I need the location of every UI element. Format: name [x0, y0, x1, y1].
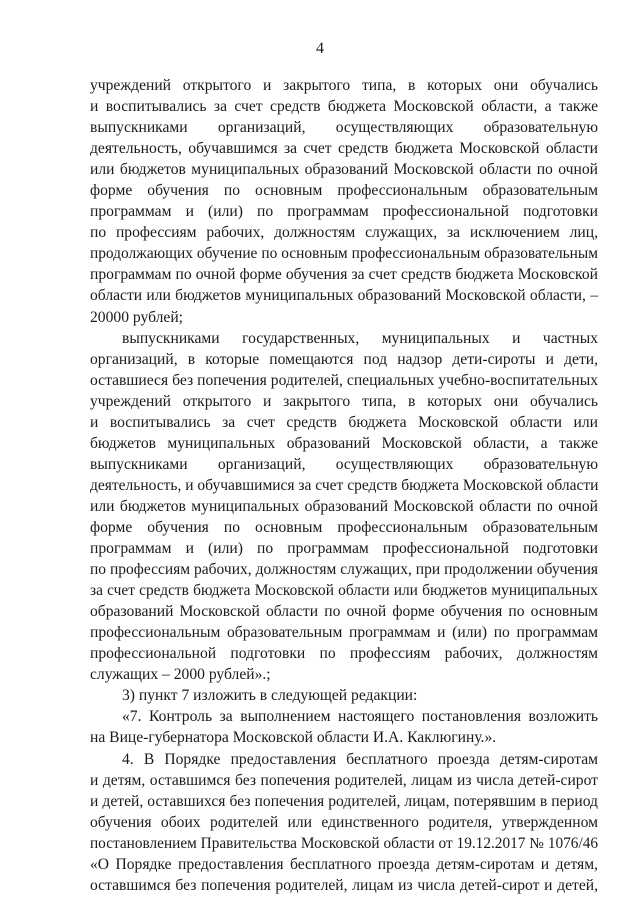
text-line: профессиональной подготовки по профессиям рабочих, должностям	[90, 645, 598, 663]
text-line: 20000 рублей;	[90, 308, 183, 326]
text-line: «7. Контроль за выполнением настоящего постановления возложить	[122, 708, 598, 726]
text-line: программам по очной форме обучения за счет средств бюджета Московской	[90, 266, 598, 284]
text-line: и детям, оставшимся без попечения родителей, лицам из числа детей-сирот	[90, 771, 598, 789]
text-line: программам и (или) по программам профессиональной подготовки	[90, 203, 598, 221]
text-line: продолжающих обучение по основным профессиональным образовательным	[90, 245, 598, 263]
text-line: и воспитывались за счет средств бюджета Московской области или	[90, 413, 598, 431]
page-number: 4	[316, 40, 324, 57]
text-line: бюджетов муниципальных образований Московской области, а также	[90, 434, 598, 452]
text-line: или бюджетов муниципальных образований Московской области по очной	[90, 161, 598, 179]
text-line: форме обучения по основным профессиональным образовательным	[90, 182, 598, 200]
text-line: учреждений открытого и закрытого типа, в которых они обучались	[90, 77, 598, 94]
text-line: форме обучения по основным профессиональным образовательным	[90, 518, 598, 536]
text-line: выпускниками государственных, муниципальных и частных	[122, 329, 598, 347]
text-line: по профессиям рабочих, должностям служащих, за исключением лиц,	[90, 224, 598, 242]
text-line: постановлением Правительства Московской области от 19.12.2017 № 1076/46	[90, 834, 598, 852]
text-line: оставшимся без попечения родителей, лицам из числа детей-сирот и детей,	[90, 876, 598, 894]
text-line: деятельность, и обучавшимися за счет средств бюджета Московской области	[90, 476, 599, 494]
text-line: за счет средств бюджета Московской области или бюджетов муниципальных	[90, 582, 598, 600]
text-line: выпускниками организаций, осуществляющих образовательную	[90, 455, 598, 473]
text-line: и воспитывались за счет средств бюджета Московской области, а также	[90, 98, 598, 116]
text-line: служащих – 2000 рублей».;	[90, 666, 271, 684]
text-line: по профессиям рабочих, должностям служащих, при продолжении обучения	[90, 561, 598, 579]
text-line: оставшиеся без попечения родителей, специальных учебно-воспитательных	[90, 371, 598, 389]
text-line: «О Порядке предоставления бесплатного проезда детям-сиротам и детям,	[90, 855, 598, 873]
text-line: деятельность, обучавшимся за счет средств бюджета Московской области	[90, 140, 598, 158]
text-line: 3) пункт 7 изложить в следующей редакции:	[122, 687, 418, 705]
text-line: учреждений открытого и закрытого типа, в которых они обучались	[90, 392, 598, 410]
text-line: на Вице-губернатора Московской области И.А. Каклюгину.».	[90, 729, 497, 747]
document-body	[90, 75, 598, 896]
text-line: 4. В Порядке предоставления бесплатного проезда детям-сиротам	[122, 750, 598, 768]
text-line: выпускниками организаций, осуществляющих образовательную	[90, 119, 598, 137]
text-line: образований Московской области по очной форме обучения по основным	[90, 603, 598, 621]
text-line: и детей, оставшихся без попечения родителей, лицам, потерявшим в период	[90, 792, 598, 810]
text-line: области или бюджетов муниципальных образований Московской области, –	[90, 287, 598, 305]
text-line: профессиональным образовательным программам и (или) по программам	[90, 624, 598, 642]
text-line: организаций, в которые помещаются под надзор дети-сироты и дети,	[90, 350, 598, 368]
text-line: программам и (или) по программам профессиональной подготовки	[90, 540, 598, 558]
text-line: или бюджетов муниципальных образований Московской области по очной	[90, 497, 598, 515]
text-line: обучения обоих родителей или единственного родителя, утвержденном	[90, 813, 598, 831]
